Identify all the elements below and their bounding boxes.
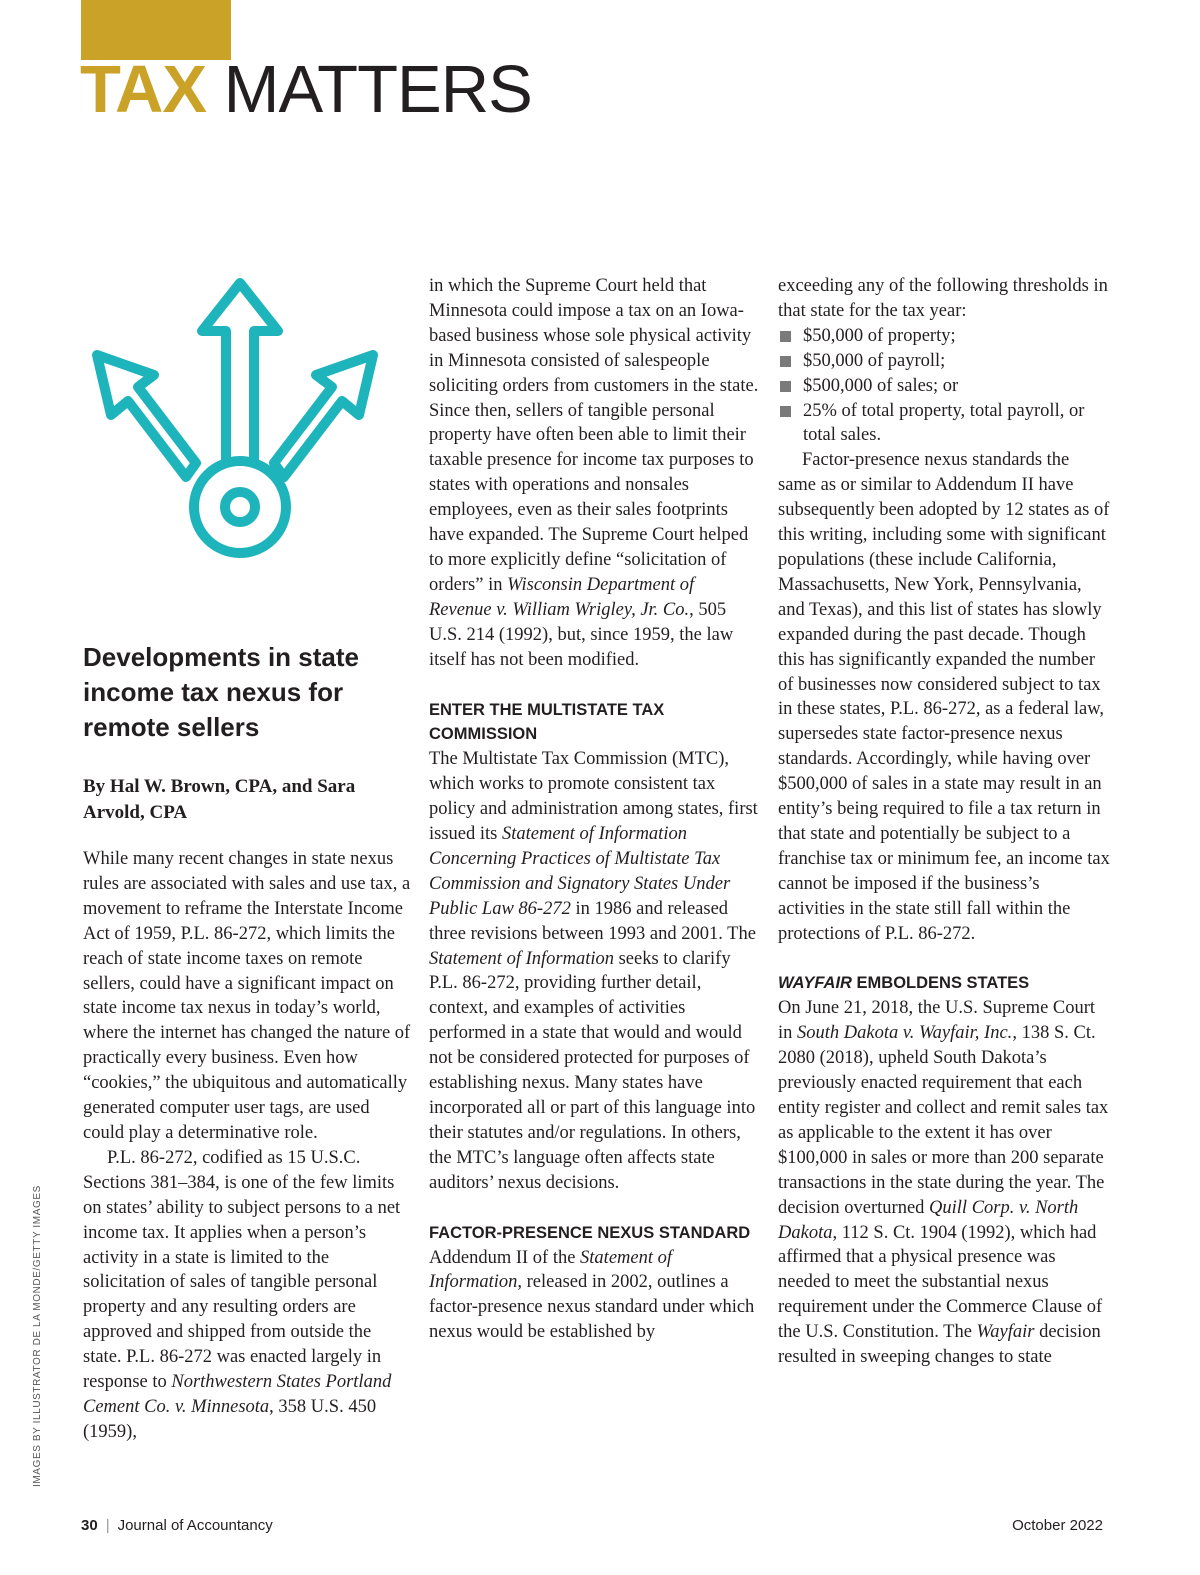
document-title: Statement of Information bbox=[429, 1247, 673, 1293]
list-item: $500,000 of sales; or bbox=[778, 374, 1110, 399]
body-column-1 bbox=[83, 847, 413, 1445]
page-number: 30 bbox=[81, 1517, 98, 1534]
section-title-bold: TAX bbox=[80, 52, 207, 127]
footer-separator: | bbox=[105, 1517, 110, 1534]
byline: By Hal W. Brown, CPA, and Sara Arvold, CPA bbox=[83, 776, 356, 823]
image-credit: IMAGES BY ILLUSTRATOR DE LA MONDE/GETTY IMAGES bbox=[32, 1185, 43, 1487]
section-heading: FACTOR-PRESENCE NEXUS STANDARD bbox=[429, 1223, 751, 1242]
section-title-light: MATTERS bbox=[223, 52, 532, 127]
case-citation: South Dakota v. Wayfair, Inc. bbox=[797, 1023, 1013, 1044]
list-item: 25% of total property, total payroll, or total sales. bbox=[778, 399, 1110, 449]
case-citation: Northwestern States Portland Cement Co. v. Minnesota bbox=[83, 1372, 392, 1417]
bullet-square-icon bbox=[780, 331, 791, 342]
paragraph: On June 21, 2018, the U.S. Supreme Court in South Dakota v. Wayfair, Inc., 138 S. Ct. 2080 (2018), upheld South Dakota’s previously enacted requirement that each entity register and collect and remit sales tax as applicable to the extent it has over $100,000 in sales or more than 200 separate transactions in the state during the year. The decision overturned Quill Corp. v. North Dakota, 112 S. Ct. 1904 (1992), which had affirmed that a physical presence was needed to meet the substantial nexus requirement under the Commerce Clause of the U.S. Constitution. The Wayfair decision resulted in sweeping changes to state bbox=[778, 998, 1109, 1368]
section-heading: WAYFAIR EMBOLDENS STATES bbox=[778, 974, 1030, 993]
list-item: $50,000 of property; bbox=[778, 324, 1110, 349]
publication-name: Journal of Accountancy bbox=[117, 1517, 273, 1534]
case-citation: Quill Corp. v. North Dakota bbox=[778, 1197, 1079, 1243]
paragraph: While many recent changes in state nexus rules are associated with sales and use tax, a movement to reframe the Interstate Income Act of 1959, P.L. 86-272, which limits the reach of state income taxes on remote sellers, could have a significant impact on state income tax nexus in today’s world, where the internet has changed the nature of practically every business. Even how “cookies,” the ubiquitous and automatically generated computer user tags, are used could play a determinative role. bbox=[83, 849, 411, 1143]
bullet-square-icon bbox=[780, 381, 791, 392]
article-title: Developments in state income tax nexus for remote sellers bbox=[83, 642, 359, 742]
bullet-square-icon bbox=[780, 406, 791, 417]
body-column-2 bbox=[429, 274, 759, 1345]
paragraph: Addendum II of the Statement of Information, released in 2002, outlines a factor-presence nexus standard under which nexus would be established by bbox=[429, 1247, 755, 1343]
masthead-color-bar bbox=[81, 0, 231, 60]
page-footer bbox=[81, 1517, 1103, 1541]
paragraph: The Multistate Tax Commission (MTC), which works to promote consistent tax policy and administration among states, first issued its Statement of Information Concerning Practices of Multistate Tax Commission and Signatory States Under Public Law 86-272 in 1986 and released three revisions between 1993 and 2001. The Statement of Information seeks to clarify P.L. 86-272, providing further detail, context, and examples of activities performed in a state that would and would not be considered protected for purposes of establishing nexus. Many states have incorporated all or part of this language into their statutes and/or regulations. In others, the MTC’s language often affects state auditors’ nexus decisions. bbox=[429, 749, 758, 1193]
paragraph: P.L. 86-272, codified as 15 U.S.C. Sections 381–384, is one of the few limits on states’ ability to subject persons to a net income tax. It applies when a person’s activity in a state is limited to the solicitation of sales of tangible personal property and any resulting orders are approved and shipped from outside the state. P.L. 86-272 was enacted largely in response to Northwestern States Portland Cement Co. v. Minnesota, 358 U.S. 450 (1959), bbox=[83, 1147, 401, 1442]
document-title: Statement of Information bbox=[429, 948, 614, 969]
threshold-list bbox=[778, 324, 1110, 449]
diverging-arrows-icon bbox=[90, 275, 410, 575]
section-heading: ENTER THE MULTISTATE TAX COMMISSION bbox=[429, 700, 665, 744]
document-title: Statement of Information Concerning Practices of Multistate Tax Commission and Signatory States Under Public Law 86-272 bbox=[429, 824, 731, 919]
paragraph: exceeding any of the following thresholds in that state for the tax year: bbox=[778, 276, 1108, 321]
list-item: $50,000 of payroll; bbox=[778, 349, 1110, 374]
issue-date: October 2022 bbox=[1012, 1517, 1103, 1534]
paragraph: Factor-presence nexus standards the same as or similar to Addendum II have subsequently been adopted by 12 states as of this writing, including some with significant populations (these include California, Massachusetts, New York, Pennsylvania, and Texas), and this list of states has slowly expanded during the past decade. Though this has significantly expanded the number of businesses now considered subject to tax in these states, P.L. 86-272, as a federal law, supersedes state factor-presence nexus standards. Accordingly, while having over $500,000 of sales in a state may result in an entity’s being required to file a tax return in that state and potentially be subject to a franchise tax or minimum fee, an income tax cannot be imposed if the business’s activities in the state still fall within the protections of P.L. 86-272. bbox=[778, 450, 1110, 944]
case-citation: Wisconsin Department of Revenue v. William Wrigley, Jr. Co. bbox=[429, 574, 695, 620]
section-title bbox=[80, 52, 532, 127]
body-column-3 bbox=[778, 274, 1110, 1370]
bullet-square-icon bbox=[780, 356, 791, 367]
paragraph: in which the Supreme Court held that Minnesota could impose a tax on an Iowa-based business whose sole physical activity in Minnesota consisted of salespeople soliciting orders from customers in the state. Since then, sellers of tangible personal property have often been able to limit their taxable presence for income tax purposes to states with operations and nonsales employees, even as their sales footprints have expanded. The Supreme Court helped to more explicitly define “solicitation of orders” in Wisconsin Department of Revenue v. William Wrigley, Jr. Co., 505 U.S. 214 (1992), but, since 1959, the law itself has not been modified. bbox=[429, 276, 759, 670]
